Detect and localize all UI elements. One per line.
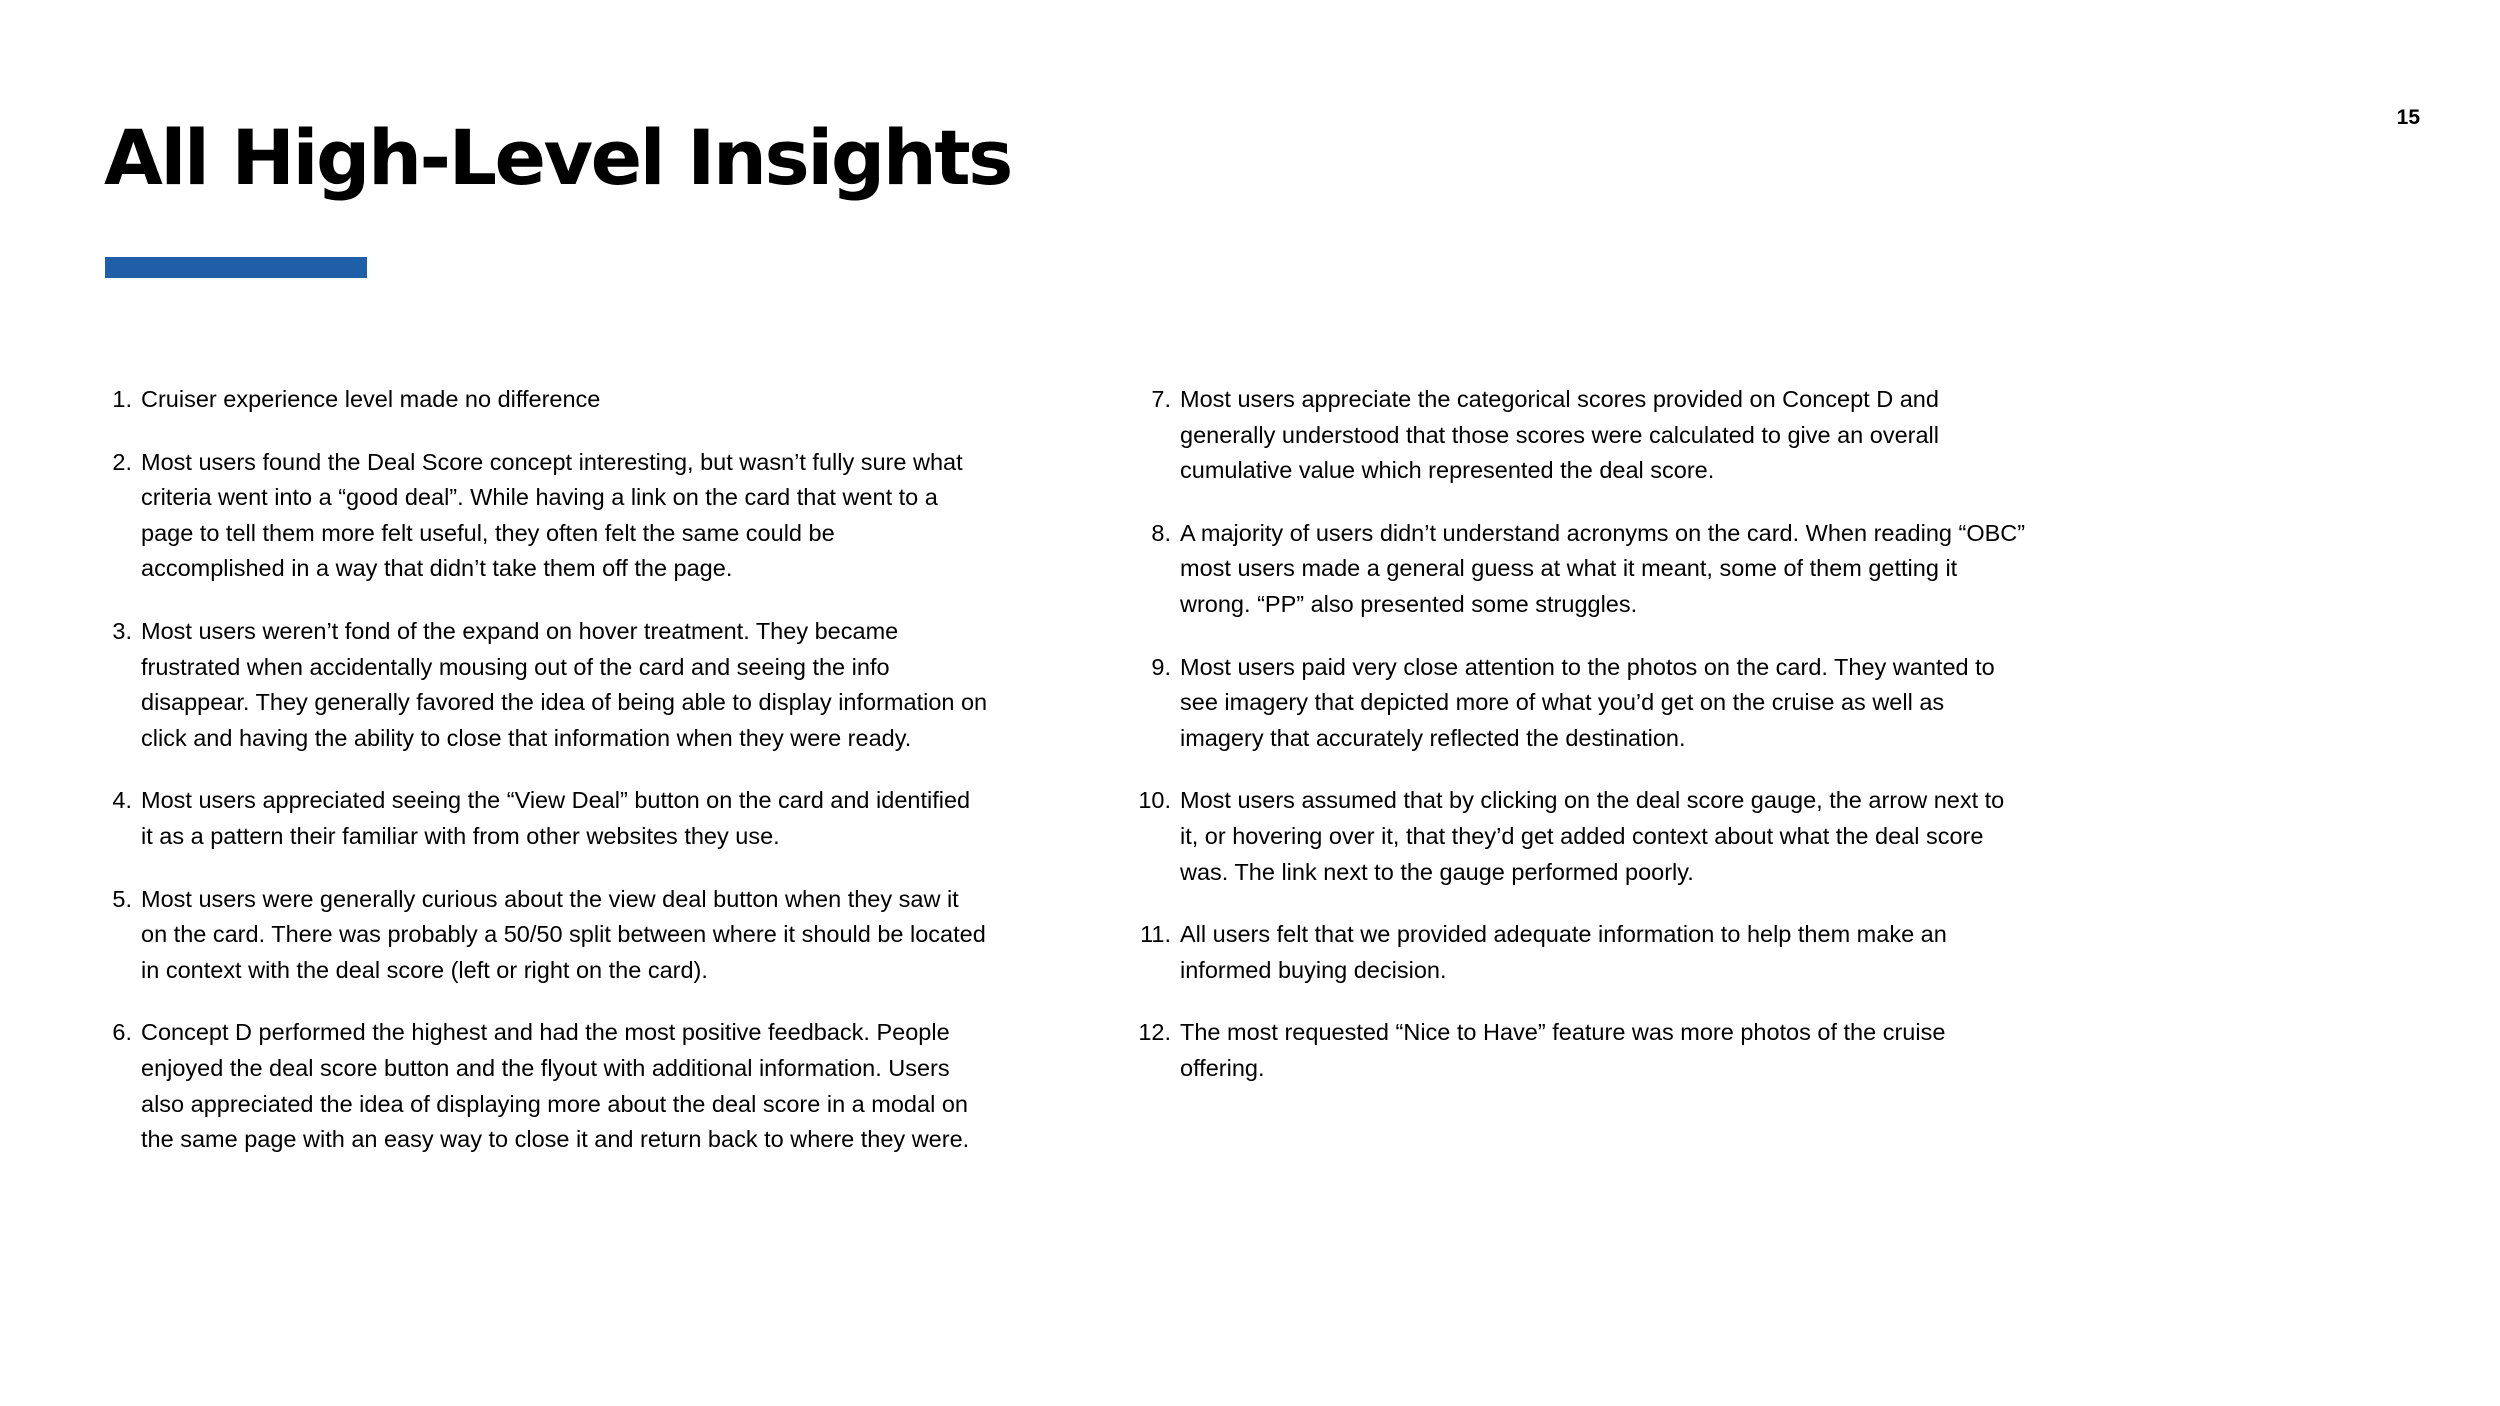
- insight-text: Most users assumed that by clicking on the deal score gauge, the arrow next to it, or hovering over it, that they’d get added context about what the deal score was. The link next to the gauge performed poorly.: [1180, 787, 2005, 885]
- insight-item-12: [1138, 1015, 2043, 1086]
- insight-item-3: [104, 614, 1004, 756]
- insight-item-10: [1138, 783, 2043, 890]
- insight-text: All users felt that we provided adequate information to help them make an informed buying decision.: [1180, 921, 1947, 983]
- insight-number: 9.: [1151, 653, 1171, 680]
- insights-list-right: [1138, 382, 2043, 1114]
- insight-item-9: [1143, 650, 2043, 757]
- insight-number: 1.: [112, 386, 132, 412]
- insight-number: 10.: [1138, 787, 1171, 814]
- insight-number: 8.: [1151, 519, 1171, 546]
- insight-item-7: [1143, 382, 2043, 489]
- insight-item-1: [104, 382, 1004, 418]
- insight-number: 11.: [1140, 921, 1171, 948]
- insight-number: 4.: [112, 787, 132, 814]
- insight-text: Most users appreciated seeing the “View Deal” button on the card and identified it as a pattern their familiar with from other websites they use.: [141, 787, 971, 849]
- insight-item-6: [104, 1015, 1004, 1157]
- insight-text: Most users weren’t fond of the expand on hover treatment. They became frustrated when accidentally mousing out of the card and seeing the info disappear. They generally favored the idea of being able to display information on click and having the ability to close that information when they were ready.: [141, 617, 988, 751]
- page-number: 15: [2396, 106, 2420, 129]
- insight-text: Most users found the Deal Score concept interesting, but wasn’t fully sure what criteria went into a “good deal”. While having a link on the card that went to a page to tell them more felt useful, they often felt the same could be accomplished in a way that didn’t take them off the page.: [141, 448, 963, 582]
- insight-item-2: [104, 445, 1004, 587]
- insight-item-11: [1140, 917, 2043, 988]
- insight-number: 12.: [1138, 1019, 1171, 1046]
- page-title: All High-Level Insights: [104, 113, 1011, 202]
- insight-text: Most users paid very close attention to the photos on the card. They wanted to see imagery that depicted more of what you’d get on the cruise as well as imagery that accurately reflected the destination.: [1180, 653, 1995, 751]
- insight-text: Most users appreciate the categorical scores provided on Concept D and generally understood that those scores were calculated to give an overall cumulative value which represented the deal score.: [1180, 386, 1939, 484]
- insight-number: 6.: [112, 1019, 132, 1046]
- insight-number: 7.: [1151, 386, 1171, 412]
- insight-text: Concept D performed the highest and had the most positive feedback. People enjoyed the deal score button and the flyout with additional information. Users also appreciated the idea of displaying more about the deal score in a modal on the same page with an easy way to close it and return back to where they were.: [141, 1019, 970, 1153]
- insight-number: 5.: [112, 885, 132, 912]
- insight-number: 3.: [112, 617, 132, 644]
- insight-item-5: [104, 882, 1004, 989]
- insight-text: Most users were generally curious about the view deal button when they saw it on the card. There was probably a 50/50 split between where it should be located in context with the deal score (left or right on the card).: [141, 885, 986, 983]
- insight-item-4: [104, 783, 1004, 854]
- insights-list-left: [104, 382, 1004, 1185]
- insight-number: 2.: [112, 448, 132, 475]
- insight-text: A majority of users didn’t understand acronyms on the card. When reading “OBC” most users made a general guess at what it meant, some of them getting it wrong. “PP” also presented some struggles.: [1180, 519, 2026, 617]
- insight-text: Cruiser experience level made no difference: [141, 386, 601, 412]
- insight-item-8: [1143, 516, 2043, 623]
- title-accent-bar: [105, 257, 367, 278]
- insight-text: The most requested “Nice to Have” feature was more photos of the cruise offering.: [1180, 1019, 1946, 1081]
